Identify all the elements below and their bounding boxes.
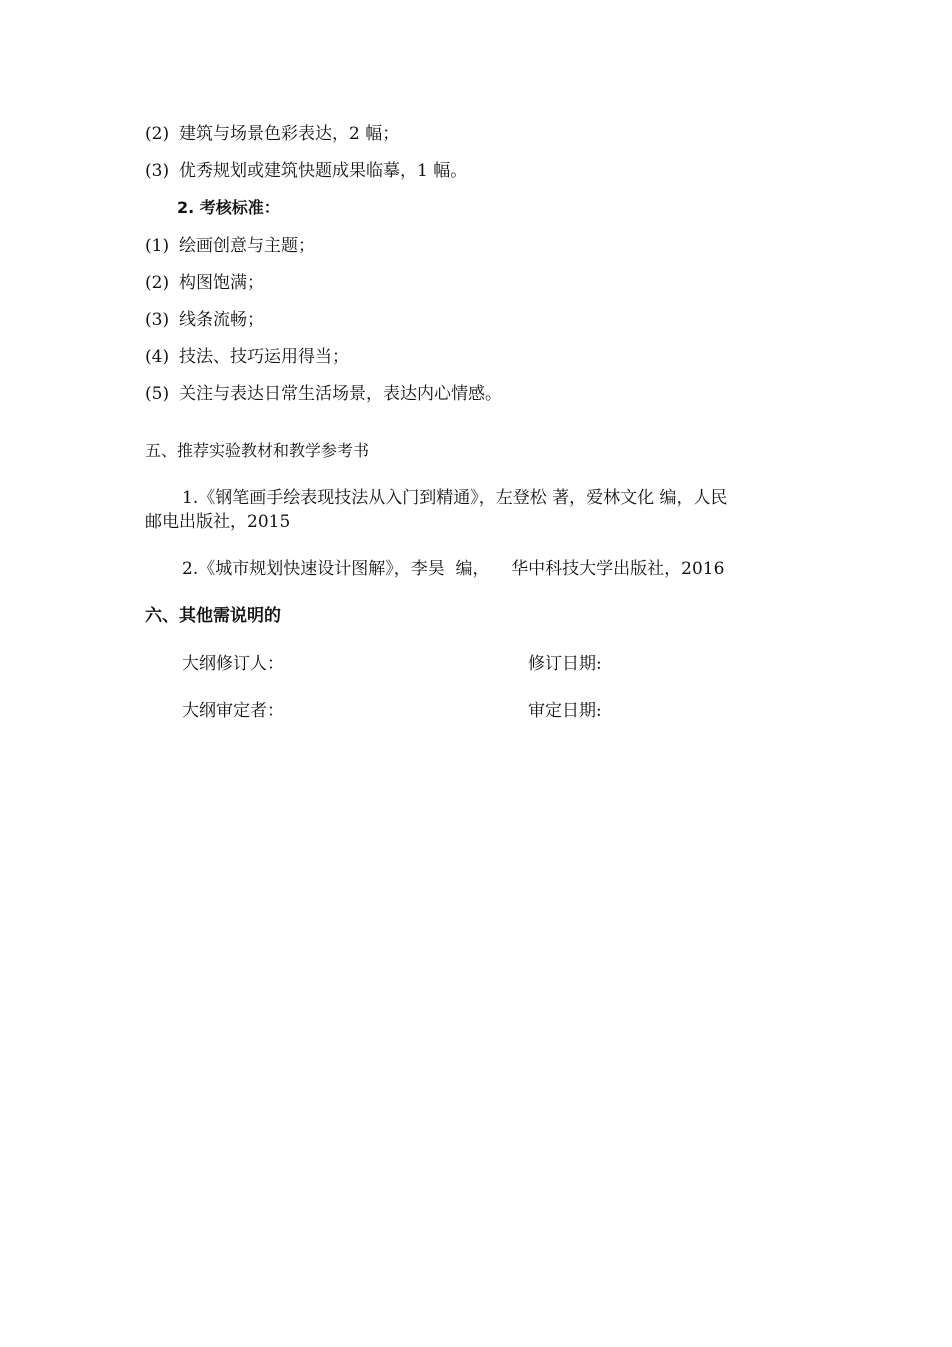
revise-date-label: 修订日期: bbox=[528, 654, 602, 674]
reference-line: 1.《钢笔画手绘表现技法从入门到精通》，左登松 著，爱林文化 编，人民 bbox=[182, 488, 728, 508]
list-item bbox=[145, 383, 502, 405]
list-item-number: (2) bbox=[145, 273, 170, 293]
list-item-number: (2) bbox=[145, 124, 170, 144]
approve-date-label: 审定日期: bbox=[528, 701, 602, 721]
list-item-text: 绘画创意与主题； bbox=[179, 236, 315, 256]
reference-line: 2.《城市规划快速设计图解》，李昊 编， 华中科技大学出版社，2016 bbox=[182, 559, 725, 579]
criteria-heading: 2. 考核标准： bbox=[177, 198, 280, 217]
list-item bbox=[145, 123, 399, 145]
list-item-text: 建筑与场景色彩表达，2 幅； bbox=[179, 124, 400, 144]
reviser-label: 大纲修订人： bbox=[182, 654, 284, 674]
section-heading: 五、推荐实验教材和教学参考书 bbox=[145, 441, 370, 460]
reference-line: 邮电出版社，2015 bbox=[145, 512, 291, 532]
list-item bbox=[145, 160, 467, 182]
approver-label: 大纲审定者： bbox=[182, 701, 284, 721]
list-item-number: (3) bbox=[145, 310, 170, 330]
list-item-number: (5) bbox=[145, 384, 170, 404]
list-item bbox=[145, 346, 349, 368]
list-item bbox=[145, 272, 264, 294]
list-item bbox=[145, 309, 264, 331]
list-item-text: 构图饱满； bbox=[179, 273, 264, 293]
list-item-text: 线条流畅； bbox=[179, 310, 264, 330]
list-item-number: (4) bbox=[145, 347, 170, 367]
list-item bbox=[145, 235, 315, 257]
section-heading: 六、其他需说明的 bbox=[145, 606, 281, 626]
list-item-number: (1) bbox=[145, 236, 170, 256]
list-item-number: (3) bbox=[145, 161, 170, 181]
list-item-text: 技法、技巧运用得当； bbox=[179, 347, 349, 367]
list-item-text: 优秀规划或建筑快题成果临摹，1 幅。 bbox=[179, 161, 468, 181]
list-item-text: 关注与表达日常生活场景，表达内心情感。 bbox=[179, 384, 502, 404]
